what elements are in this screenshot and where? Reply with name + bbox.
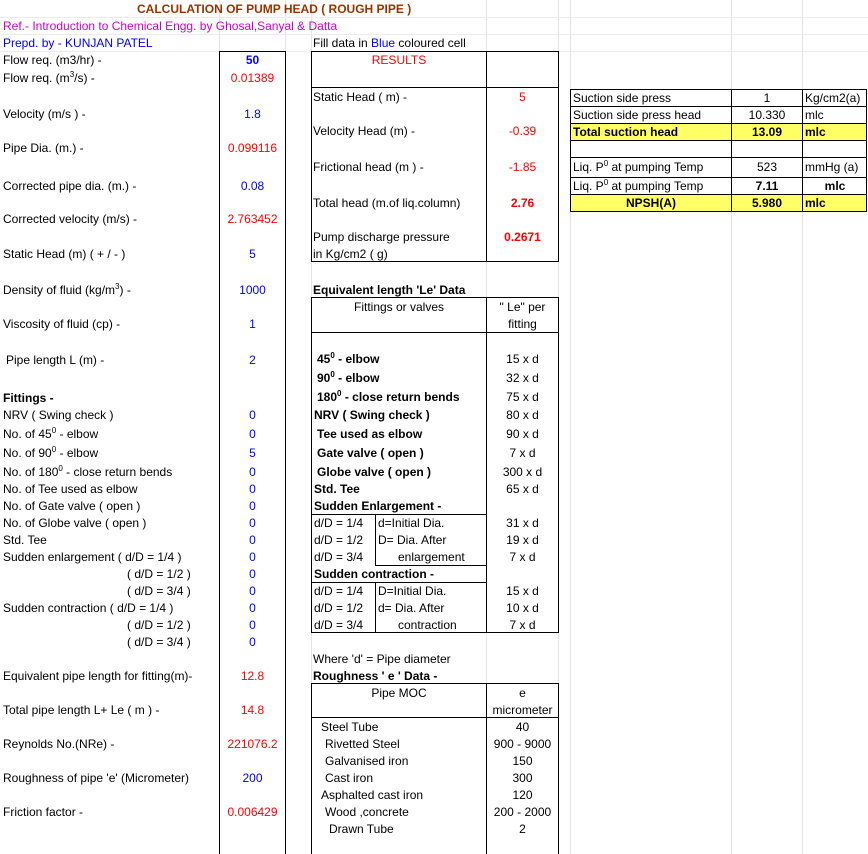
equiv-row-value: 7 x d: [509, 446, 536, 460]
enlargement-value: 19 x d: [506, 533, 539, 547]
equiv-col-le-1: " Le" per: [499, 300, 546, 314]
enlargement-note: D= Dia. After: [378, 533, 447, 547]
result-discharge-label-1: Pump discharge pressure: [313, 230, 450, 244]
sc12-label: ( d/D = 1/2 ): [127, 618, 191, 632]
static-head-label: Static Head (m) ( + / - ): [3, 247, 126, 261]
flow-m3hr-value[interactable]: 50: [245, 53, 260, 67]
viscosity-value[interactable]: 1: [249, 317, 256, 331]
contraction-heading: Sudden contraction -: [314, 567, 434, 581]
equiv-row-label: Tee used as elbow: [317, 427, 423, 441]
equiv-row-value: 32 x d: [506, 371, 539, 385]
suction-press-head-label: Suction side press head: [573, 108, 702, 122]
liq-p-mlc-unit: mlc: [824, 179, 846, 193]
contraction-note: D=Initial Dia.: [378, 584, 447, 598]
equiv-row-label: Globe valve ( open ): [317, 465, 432, 479]
total-suction-unit: mlc: [805, 125, 826, 139]
liq-p-mlc-value: 7.11: [755, 179, 779, 193]
npsh-row-line: [570, 194, 867, 195]
se34-label: ( d/D = 3/4 ): [127, 584, 191, 598]
prepared-by: Prepd. by - KUNJAN PATEL: [3, 36, 153, 50]
globe-value[interactable]: 0: [249, 516, 256, 530]
se34-value[interactable]: 0: [249, 584, 256, 598]
equiv-row-value: 75 x d: [506, 390, 539, 404]
flow-m3hr-label: Flow req. (m3/hr) -: [3, 53, 102, 67]
suction-press-head-unit: mlc: [805, 108, 824, 122]
results-header-line: [311, 87, 559, 88]
friction-value: 0.006429: [227, 805, 278, 819]
enlargement-value: 7 x d: [509, 550, 536, 564]
enlargement-line: [375, 565, 487, 566]
total-suction-value: 13.09: [751, 125, 783, 139]
equiv-length-label: Equivalent pipe length for fitting(m)-: [3, 669, 193, 683]
elbow45-label: No. of $45^0$ - elbow: [3, 426, 99, 441]
roughness-col-e-1: e: [519, 686, 526, 700]
se12-label: ( d/D = 1/2 ): [127, 567, 191, 581]
roughness-label: Roughness of pipe 'e' (Micrometer): [3, 771, 189, 785]
suction-press-unit: Kg/cm2(a): [805, 91, 861, 105]
equiv-row-label: $45^0$ - elbow: [317, 351, 380, 366]
corrected-dia-label: Corrected pipe dia. (m.) -: [3, 179, 137, 193]
sc14-label: Sudden contraction ( d/D = 1/4 ): [3, 601, 174, 615]
equiv-row-value: 300 x d: [502, 465, 543, 479]
equiv-row-value: 90 x d: [506, 427, 539, 441]
gate-label: No. of Gate valve ( open ): [3, 499, 141, 513]
bend180-label: No. of $180^0$ - close return bends: [3, 464, 173, 479]
result-discharge-label-2: in Kg/cm2 ( g): [313, 247, 388, 261]
roughness-e: 120: [512, 788, 533, 802]
npsh-row-line: [570, 106, 867, 107]
liq-p-mlc-label: Liq. $P^0$ at pumping Temp: [573, 178, 704, 193]
liq-p-mmhg-label: Liq. $P^0$ at pumping Temp: [573, 159, 704, 174]
contraction-line: [311, 582, 487, 583]
roughness-col-e-2: micrometer: [492, 703, 553, 717]
corrected-velocity-label: Corrected velocity (m/s) -: [3, 212, 138, 226]
equiv-col-fittings: Fittings or valves: [353, 300, 445, 314]
static-head-value[interactable]: 5: [249, 247, 256, 261]
roughness-moc: Steel Tube: [321, 720, 379, 734]
roughness-e: 200 - 2000: [493, 805, 552, 819]
npsh-row-line: [570, 123, 867, 124]
roughness-e: 300: [512, 771, 533, 785]
elbow45-value[interactable]: 0: [249, 427, 256, 441]
npsha-value: 5.980: [751, 196, 783, 210]
roughness-e: 40: [515, 720, 530, 734]
roughness-col-moc: Pipe MOC: [371, 686, 427, 700]
density-label: Density of fluid $(kg/m^3)$ -: [3, 282, 131, 297]
elbow90-label: No. of $90^0$ - elbow: [3, 445, 99, 460]
globe-label: No. of Globe valve ( open ): [3, 516, 147, 530]
sc14-value[interactable]: 0: [249, 601, 256, 615]
reynolds-label: Reynolds No.(NRe) -: [3, 737, 115, 751]
reynolds-value: 221076.2: [227, 737, 278, 751]
enlargement-heading: Sudden Enlargement -: [314, 499, 442, 513]
bend180-value[interactable]: 0: [249, 465, 256, 479]
roughness-e: 150: [512, 754, 533, 768]
result-frictional-head-value: -1.85: [508, 160, 537, 174]
pipe-dia-value: 0.099116: [227, 141, 278, 155]
suction-press-value[interactable]: 1: [763, 91, 771, 105]
enlargement-ratio: d/D = 1/2: [314, 533, 364, 547]
corrected-dia-value[interactable]: 0.08: [240, 179, 265, 193]
total-length-value: 14.8: [240, 703, 265, 717]
equiv-col-le-2: fitting: [508, 317, 537, 331]
enlargement-ratio: d/D = 3/4: [314, 550, 364, 564]
roughness-e: 2: [519, 822, 526, 836]
nrv-label: NRV ( Swing check ): [3, 408, 114, 422]
sheet-title: CALCULATION OF PUMP HEAD ( ROUGH PIPE ): [137, 2, 412, 16]
enlargement-note: d=Initial Dia.: [378, 516, 445, 530]
contraction-value: 10 x d: [506, 601, 539, 615]
flow-m3s-value: 0.01389: [230, 71, 275, 85]
contraction-value: 7 x d: [509, 618, 536, 632]
liq-p-mmhg-value[interactable]: 523: [756, 160, 778, 174]
pipe-length-label: Pipe length L (m) -: [6, 353, 105, 367]
result-velocity-head-label: Velocity Head (m) -: [313, 124, 416, 138]
equiv-row-label: Gate valve ( open ): [317, 446, 424, 460]
equiv-row-label: $90^0$ - elbow: [317, 370, 380, 385]
equiv-row-label: $180^0$ - close return bends: [317, 389, 460, 404]
contraction-note: contraction: [398, 618, 457, 632]
result-total-head-label: Total head (m.of liq.column): [313, 196, 461, 210]
roughness-moc: Drawn Tube: [329, 822, 394, 836]
contraction-ratio: d/D = 3/4: [314, 618, 364, 632]
contraction-ratio: d/D = 1/4: [314, 584, 364, 598]
equiv-row-value: 15 x d: [506, 352, 539, 366]
equiv-length-value: 12.8: [240, 669, 265, 683]
velocity-value[interactable]: 1.8: [244, 107, 261, 121]
pipe-dia-label: Pipe Dia. (m.) -: [3, 141, 84, 155]
grid-line: [0, 17, 868, 18]
equiv-row-label: NRV ( Swing check ): [314, 408, 430, 422]
sc12-value[interactable]: 0: [249, 618, 256, 632]
npsh-row-line: [570, 157, 867, 158]
result-discharge-value: 0.2671: [504, 230, 541, 244]
enlargement-line: [311, 514, 487, 515]
grid-line: [0, 34, 868, 35]
npsh-row-line: [570, 140, 867, 141]
contraction-ratio: d/D = 1/2: [314, 601, 364, 615]
equiv-row-value: 65 x d: [506, 482, 539, 496]
friction-label: Friction factor -: [3, 805, 84, 819]
npsha-unit: mlc: [805, 196, 826, 210]
elbow90-value[interactable]: 5: [249, 446, 256, 460]
enlargement-ratio: d/D = 1/4: [314, 516, 364, 530]
se14-value[interactable]: 0: [249, 550, 256, 564]
enlargement-col-line: [375, 514, 376, 565]
roughness-value[interactable]: 200: [242, 771, 263, 785]
result-static-head-value: 5: [519, 90, 526, 104]
npsha-label: NPSH(A): [626, 196, 676, 210]
result-velocity-head-value: -0.39: [508, 124, 537, 138]
total-suction-label: Total suction head: [573, 125, 679, 139]
result-frictional-head-label: Frictional head (m ) -: [313, 160, 424, 174]
equiv-heading: Equivalent length 'Le' Data: [313, 283, 466, 297]
npsh-row-line: [570, 177, 867, 178]
roughness-moc: Galvanised iron: [325, 754, 409, 768]
roughness-heading: Roughness ' e ' Data -: [313, 669, 438, 683]
suction-press-label: Suction side press: [573, 91, 672, 105]
total-length-label: Total pipe length L+ Le ( m ) -: [3, 703, 160, 717]
pipe-length-value[interactable]: 2: [249, 353, 256, 367]
equiv-header-line: [311, 332, 559, 333]
equiv-row-label: Std. Tee: [314, 482, 360, 496]
fittings-heading: Fittings -: [3, 391, 54, 405]
se12-value[interactable]: 0: [249, 567, 256, 581]
viscosity-label: Viscosity of fluid (cp) -: [3, 317, 121, 331]
diameter-note: Where 'd' = Pipe diameter: [313, 652, 451, 666]
contraction-value: 15 x d: [506, 584, 539, 598]
tee-label: No. of Tee used as elbow: [3, 482, 138, 496]
density-value[interactable]: 1000: [239, 283, 266, 297]
sc34-value[interactable]: 0: [249, 635, 256, 649]
velocity-label: Velocity (m/s ) -: [3, 107, 86, 121]
roughness-moc: Wood ,concrete: [325, 805, 409, 819]
enlargement-value: 31 x d: [506, 516, 539, 530]
stdtee-label: Std. Tee: [3, 533, 47, 547]
flow-m3s-label: Flow req. $(m^3/s)$ -: [3, 70, 95, 85]
corrected-velocity-value: 2.763452: [227, 212, 278, 226]
roughness-header-line: [311, 717, 559, 718]
gate-value[interactable]: 0: [249, 499, 256, 513]
contraction-note: d= Dia. After: [378, 601, 445, 615]
result-total-head-value: 2.76: [510, 196, 535, 210]
results-heading: RESULTS: [371, 53, 427, 67]
contraction-col-line: [375, 582, 376, 633]
liq-p-mmhg-unit: mmHg (a): [805, 160, 859, 174]
fill-note: Fill data in Blue coloured cell: [313, 36, 466, 50]
reference-text: Ref.- Introduction to Chemical Engg. by Ghosal,Sanyal & Datta: [3, 19, 338, 33]
tee-value[interactable]: 0: [249, 482, 256, 496]
roughness-moc: Cast iron: [325, 771, 374, 785]
roughness-e: 900 - 9000: [493, 737, 552, 751]
stdtee-value[interactable]: 0: [249, 533, 256, 547]
enlargement-note: enlargement: [398, 550, 465, 564]
roughness-moc: Rivetted Steel: [325, 737, 400, 751]
result-static-head-label: Static Head ( m) -: [313, 90, 408, 104]
sc34-label: ( d/D = 3/4 ): [127, 635, 191, 649]
equiv-row-value: 80 x d: [506, 408, 539, 422]
se14-label: Sudden enlargement ( d/D = 1/4 ): [3, 550, 182, 564]
roughness-moc: Asphalted cast iron: [321, 788, 424, 802]
nrv-value[interactable]: 0: [249, 408, 256, 422]
suction-press-head-value: 10.330: [748, 108, 786, 122]
